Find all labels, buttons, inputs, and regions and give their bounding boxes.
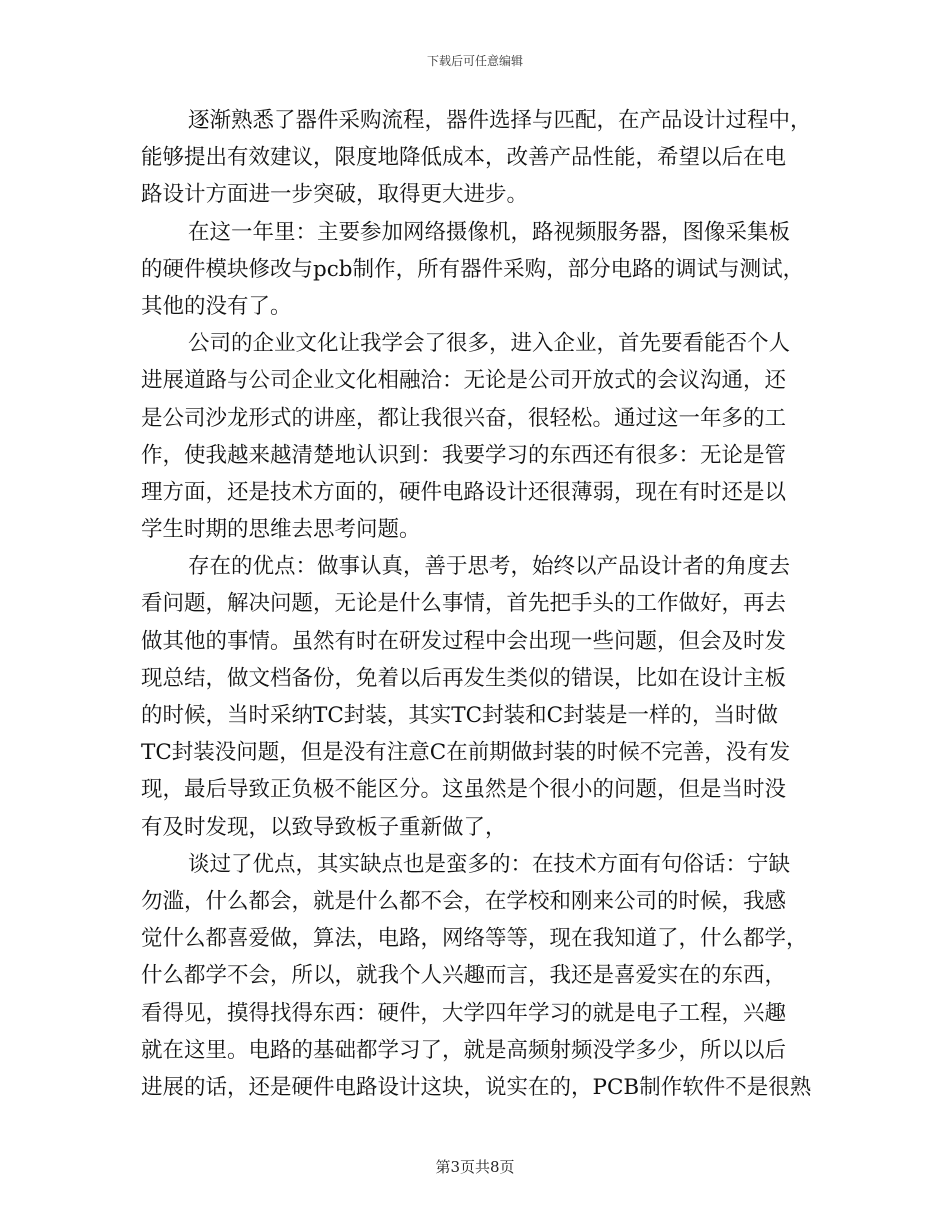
- text-line: 的硬件模块修改与pcb制作，所有器件采购，部分电路的调试与测试，: [141, 256, 805, 282]
- text-line: 的时候，当时采纳TC封装，其实TC封装和C封装是一样的，当时做: [141, 703, 779, 728]
- text-line: 谈过了优点，其实缺点也是蛮多的：在技术方面有句俗话：宁缺: [188, 851, 791, 877]
- text-line: 进展道路与公司企业文化相融洽：无论是公司开放式的会议沟通，还: [141, 368, 787, 394]
- text-line: 现，最后导致正负极不能区分。这虽然是个很小的问题，但是当时没: [141, 777, 787, 803]
- text-line: 在这一年里：主要参加网络摄像机，路视频服务器，图像采集板: [188, 219, 791, 245]
- text-line: 有及时发现，以致导致板子重新做了，: [141, 814, 507, 840]
- document-body: [141, 102, 812, 1106]
- text-line: 进展的话，还是硬件电路设计这块，说实在的，PCB制作软件不是很熟: [141, 1074, 812, 1100]
- page-number-footer: 第3页共8页: [435, 1158, 515, 1176]
- text-line: 作，使我越来越清楚地认识到：我要学习的东西还有很多：无论是管: [141, 442, 787, 468]
- text-line: 公司的企业文化让我学会了很多，进入企业，首先要看能否个人: [188, 331, 791, 357]
- text-line: 觉什么都喜爱做，算法，电路，网络等等，现在我知道了，什么都学，: [141, 926, 808, 952]
- text-line: 理方面，还是技术方面的，硬件电路设计还很薄弱，现在有时还是以: [141, 479, 787, 505]
- text-line: 路设计方面进一步突破，取得更大进步。: [141, 182, 529, 208]
- text-line: 现总结，做文档备份，免着以后再发生类似的错误，比如在设计主板: [141, 665, 787, 691]
- text-line: 什么都学不会，所以，就我个人兴趣而言，我还是喜爱实在的东西，: [141, 963, 787, 989]
- text-line: 存在的优点：做事认真，善于思考，始终以产品设计者的角度去: [188, 554, 791, 580]
- text-line: 做其他的事情。虽然有时在研发过程中会出现一些问题，但会及时发: [141, 628, 787, 654]
- text-line: 看得见，摸得找得东西：硬件，大学四年学习的就是电子工程，兴趣: [141, 1000, 787, 1026]
- text-line: 逐渐熟悉了器件采购流程，器件选择与匹配，在产品设计过程中，: [188, 108, 812, 133]
- text-line: 能够提出有效建议，限度地降低成本，改善产品性能，希望以后在电: [141, 145, 787, 171]
- text-line: 学生时期的思维去思考问题。: [141, 517, 421, 543]
- text-line: 其他的没有了。: [141, 293, 292, 319]
- text-line: 看问题，解决问题，无论是什么事情，首先把手头的工作做好，再去: [141, 591, 787, 617]
- text-line: TC封装没问题，但是没有注意C在前期做封装的时候不完善，没有发: [141, 740, 791, 766]
- text-line: 就在这里。电路的基础都学习了，就是高频射频没学多少，所以以后: [141, 1037, 787, 1063]
- text-line: 是公司沙龙形式的讲座，都让我很兴奋，很轻松。通过这一年多的工: [141, 405, 787, 431]
- text-line: 勿滥，什么都会，就是什么都不会，在学校和刚来公司的时候，我感: [141, 888, 787, 914]
- page-header: 下载后可任意编辑: [426, 54, 523, 68]
